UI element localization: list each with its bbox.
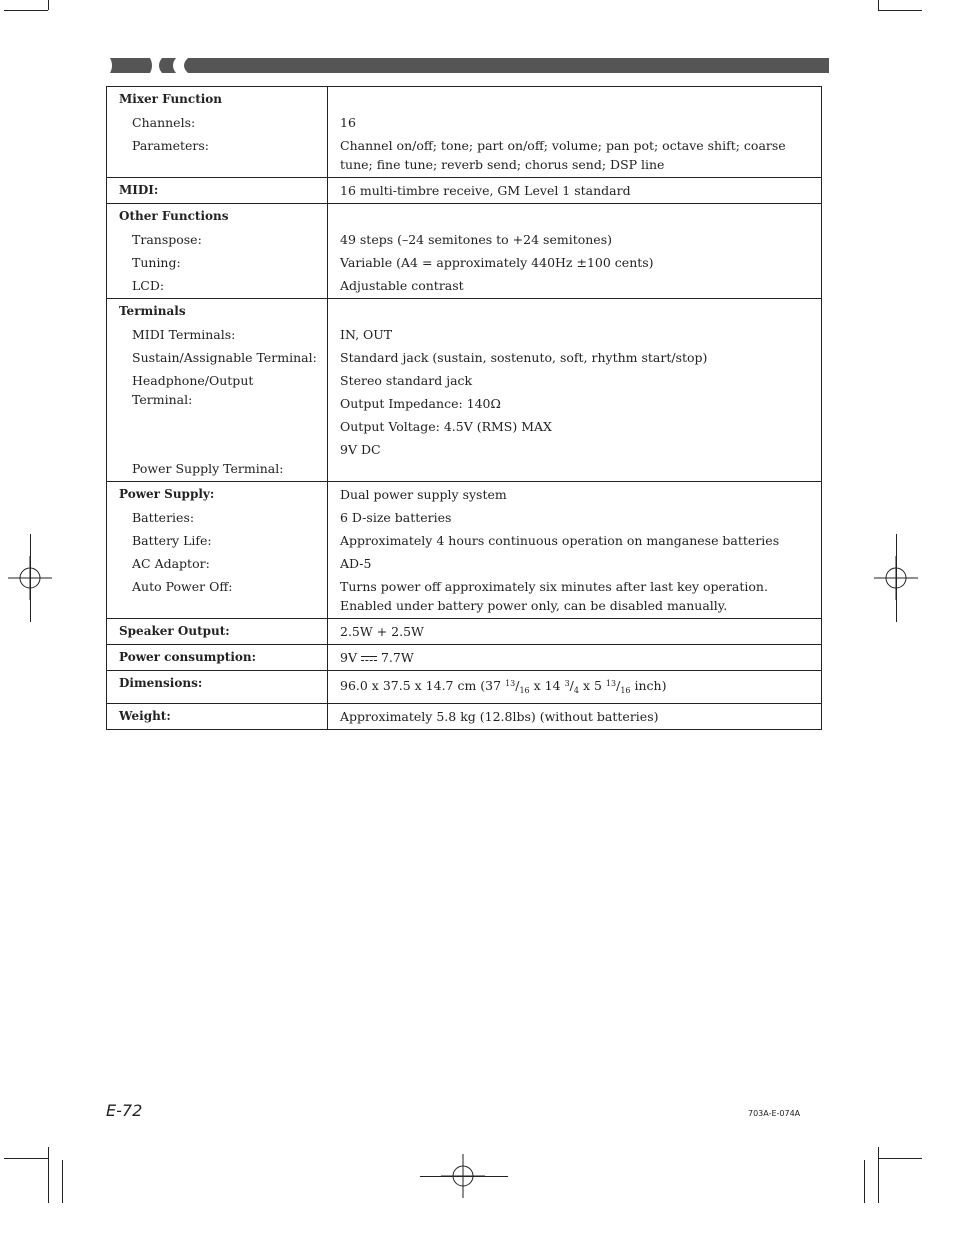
dc-symbol-icon [361,655,377,663]
spec-value-cell [328,645,822,671]
dims-text: x 14 [533,678,561,693]
spec-item-value: Output Impedance: 140Ω [340,396,501,411]
spec-item-value: IN, OUT [340,327,393,342]
header-bar [110,58,829,73]
spacer [119,413,317,432]
crop-mark [48,1147,49,1203]
spec-value-cell [328,204,822,299]
spec-group-title: Weight: [119,709,171,723]
spec-item-label: Parameters: [132,138,210,153]
fraction-denominator: 16 [519,686,530,695]
power-watts: 7.7W [380,650,414,665]
crop-mark [864,1160,865,1203]
crop-mark [878,10,922,11]
spec-row [107,671,822,704]
spec-group-value: 96.0 x 37.5 x 14.7 cm (37 $^{13}/_{16}$ x 14 $^3/_4$ x 5 $^{13}/_{16}$ inch) [340,678,667,695]
spec-value-cell [328,87,822,178]
spec-label-cell [107,299,328,482]
registration-line [420,1176,508,1177]
spec-label-cell [107,619,328,645]
registration-line [30,534,31,622]
page-number: E-72 [106,1101,143,1120]
document-code: 703A-E-074A [748,1109,801,1118]
crop-mark [4,1158,48,1159]
spec-group-value: Approximately 5.8 kg (12.8lbs) (without batteries) [340,709,659,724]
spec-item-value: Variable (A4 = approximately 440Hz ±100 cents) [340,255,654,270]
spec-item-value: Channel on/off; tone; part on/off; volume; pan pot; octave shift; coarse tune; fine tune; reverb send; chorus send; DSP line [340,138,786,172]
spec-item-label: LCD: [132,278,165,293]
spec-row [107,204,822,299]
spec-label-cell [107,482,328,619]
spec-item-label: Headphone/Output Terminal: [132,373,254,407]
spec-item-value: Output Voltage: 4.5V (RMS) MAX [340,419,552,434]
spec-row [107,704,822,730]
dims-text: inch) [634,678,667,693]
spec-value-cell [328,482,822,619]
spec-row [107,178,822,204]
fraction-numerator: 13 [505,679,516,688]
spec-item-label: Channels: [132,115,196,130]
spec-value-cell [328,299,822,482]
spec-group-value [340,302,811,321]
spec-row [107,619,822,645]
fraction-numerator: 13 [605,679,617,688]
crop-mark [4,10,48,11]
crop-mark [48,0,49,10]
spec-group-value: Dual power supply system [340,487,507,502]
spec-item-value: Standard jack (sustain, sostenuto, soft, rhythm start/stop) [340,350,708,365]
spec-value-cell [328,671,822,704]
spec-group-value [340,648,811,667]
fraction-denominator: 16 [620,686,631,695]
spec-item-value: 6 D-size batteries [340,510,452,525]
spec-value-cell [328,704,822,730]
crop-mark [878,1147,879,1203]
spec-item-value: 9V DC [340,442,381,457]
spec-item-label: AC Adaptor: [132,556,210,571]
spec-group-title: MIDI: [119,183,159,197]
spec-item-value: 49 steps (–24 semitones to +24 semitones) [340,232,612,247]
registration-line [896,534,897,622]
fraction-numerator: 3 [564,679,570,688]
spec-label-cell [107,178,328,204]
spec-item-value: Adjustable contrast [340,278,464,293]
spec-row [107,482,822,619]
spec-group-value [340,90,811,109]
spec-item-label: Battery Life: [132,533,212,548]
spec-group-title: Power consumption: [119,650,257,664]
spec-item-label: Tuning: [132,255,181,270]
spec-group-title: Dimensions: [119,676,203,690]
spec-label-cell [107,87,328,178]
spec-row [107,645,822,671]
spec-item-value: AD-5 [340,556,372,571]
spec-group-value [340,207,811,226]
spec-group-title: Terminals [119,304,186,318]
spec-item-value: 16 [340,115,356,130]
spec-group-title: Mixer Function [119,92,223,106]
spec-item-label: Power Supply Terminal: [132,461,284,476]
spacer [119,436,317,455]
crop-mark [878,0,879,10]
spec-value-cell [328,178,822,204]
spec-group-title: Other Functions [119,209,229,223]
spec-group-value: 2.5W + 2.5W [340,624,424,639]
spec-label-cell [107,645,328,671]
spec-row [107,87,822,178]
spec-label-cell [107,671,328,704]
crop-mark [878,1158,922,1159]
spec-item-label: Transpose: [132,232,202,247]
spec-label-cell [107,704,328,730]
spec-value-cell [328,619,822,645]
fraction-denominator: 4 [573,686,579,695]
spec-item-label: Sustain/Assignable Terminal: [132,350,317,365]
spec-group-value: 16 multi-timbre receive, GM Level 1 standard [340,183,631,198]
spec-group-title: Power Supply: [119,487,215,501]
spec-item-label: Auto Power Off: [132,579,233,594]
spec-group-title: Speaker Output: [119,624,230,638]
spec-item-value: Approximately 4 hours continuous operation on manganese batteries [340,533,780,548]
spec-item-label: Batteries: [132,510,195,525]
dims-text: x 5 [582,678,602,693]
spec-label-cell [107,204,328,299]
spec-item-value: Turns power off approximately six minutes after last key operation. Enabled under battery power only, can be disabled manually. [340,579,768,613]
specifications-table [106,86,822,730]
dims-text: 96.0 x 37.5 x 14.7 cm (37 [340,678,502,693]
spec-item-value: Stereo standard jack [340,373,473,388]
crop-mark [62,1160,63,1203]
spec-item-label: MIDI Terminals: [132,327,236,342]
power-voltage: 9V [340,650,357,665]
spec-row [107,299,822,482]
